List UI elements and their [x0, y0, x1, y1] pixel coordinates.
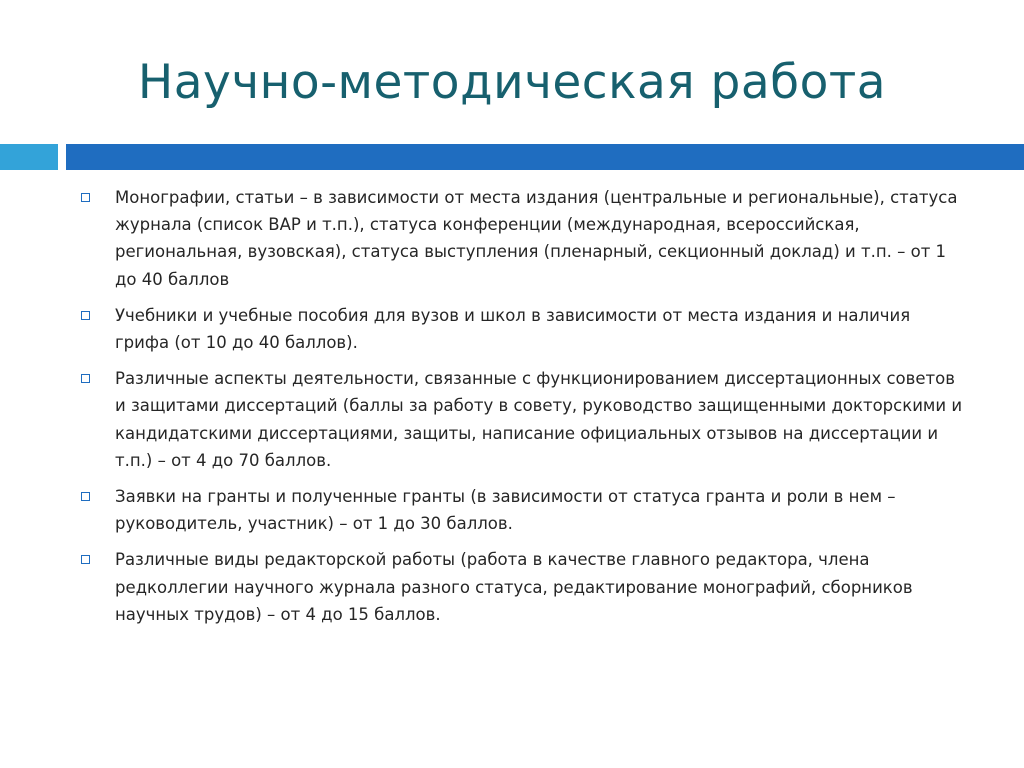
accent-band-right: [66, 144, 1024, 170]
list-item-text: Различные виды редакторской работы (работа в качестве главного редактора, члена редколлегии научного журнала разного статуса, редактирование монографий, сборников научных трудов) – от 4 до 15 баллов.: [115, 550, 913, 624]
square-bullet-icon: [81, 374, 90, 383]
list-item: [78, 302, 968, 356]
square-bullet-icon: [81, 311, 90, 320]
list-item: [78, 546, 968, 628]
list-item-text: Учебники и учебные пособия для вузов и школ в зависимости от места издания и наличия грифа (от 10 до 40 баллов).: [115, 305, 911, 353]
square-bullet-icon: [81, 193, 90, 202]
square-bullet-icon: [81, 555, 90, 564]
list-item-text: Различные аспекты деятельности, связанные с функционированием диссертационных советов и защитами диссертаций (баллы за работу в совету, руководство защищенными докторскими и кандидатскими диссертациями, защиты, написание официальных отзывов на диссертации и т.п.) – от 4 до 70 баллов.: [115, 369, 963, 470]
list-item: [78, 365, 968, 474]
list-item: [78, 483, 968, 537]
bullet-list: [78, 184, 968, 637]
list-item-text: Заявки на гранты и полученные гранты (в зависимости от статуса гранта и роли в нем – руководитель, участник) – от 1 до 30 баллов.: [115, 487, 896, 534]
square-bullet-icon: [81, 492, 90, 501]
list-item: [78, 184, 968, 293]
accent-band-left: [0, 144, 58, 170]
slide-title: Научно-методическая работа: [137, 55, 887, 110]
list-item-text: Монографии, статьи – в зависимости от места издания (центральные и региональные), статуса журнала (список ВАР и т.п.), статуса конференции (международная, всероссийская, региональная, вузовская), статуса выступления (пленарный, секционный доклад) и т.п. – от 1 до 40 баллов: [115, 188, 958, 289]
